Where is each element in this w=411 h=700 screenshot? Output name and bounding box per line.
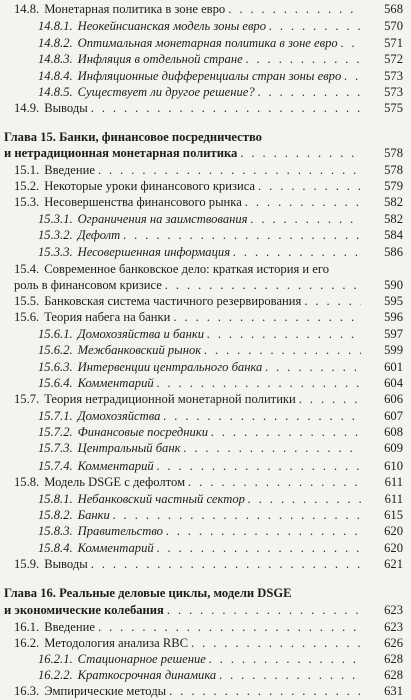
entry-page: 596 xyxy=(384,309,403,324)
entry-number: 15.2. xyxy=(14,179,40,194)
entry-page: 620 xyxy=(384,540,403,555)
leader-dots xyxy=(91,100,361,116)
chapter-heading-line xyxy=(0,602,411,618)
toc-entry-section xyxy=(0,556,411,572)
chapter-heading-line xyxy=(0,585,411,601)
entry-page: 631 xyxy=(384,684,403,698)
entry-title: Теория набега на банки xyxy=(44,309,171,324)
entry-title: Введение xyxy=(44,162,95,177)
leader-dots xyxy=(207,326,361,342)
entry-number: 14.8.5. xyxy=(38,85,73,100)
entry-number: 15.7.4. xyxy=(38,458,73,473)
entry-page: 582 xyxy=(384,212,403,227)
entry-page: 623 xyxy=(384,602,403,617)
entry-page: 621 xyxy=(384,557,403,572)
leader-dots xyxy=(240,145,361,161)
entry-title: Некоторые уроки финансового кризиса xyxy=(44,179,256,194)
leader-dots xyxy=(169,683,361,699)
leader-dots xyxy=(165,277,361,293)
entry-number: 15.8.2. xyxy=(38,507,73,522)
entry-number: 14.8.3. xyxy=(38,52,73,67)
entry-title: Банки xyxy=(77,507,110,522)
toc-entry-subsection xyxy=(0,523,411,539)
entry-number: 16.2.1. xyxy=(38,651,73,666)
leader-dots xyxy=(173,309,361,325)
chapter-title: Глава 16. Реальные деловые циклы, модели DSGE xyxy=(4,586,292,601)
entry-number: 14.8. xyxy=(14,1,40,16)
leader-dots xyxy=(209,651,361,667)
leader-dots xyxy=(191,635,361,651)
entry-page: 584 xyxy=(384,228,403,243)
entry-page: 570 xyxy=(384,18,403,33)
entry-page: 609 xyxy=(384,441,403,456)
entry-title: Эмпирические методы xyxy=(44,684,167,698)
entry-number: 15.8. xyxy=(14,474,40,489)
entry-title: Неокейнсианская модель зоны евро xyxy=(77,18,267,33)
toc-entry-subsection xyxy=(0,440,411,456)
entry-title: Инфляция в отдельной стране xyxy=(77,52,243,67)
entry-page: 572 xyxy=(384,52,403,67)
entry-title: Дефолт xyxy=(77,228,121,243)
toc-entry-subsection xyxy=(0,227,411,243)
leader-dots xyxy=(157,540,361,556)
chapter-title: и экономические колебания xyxy=(4,602,164,617)
chapter-title: и нетрадиционная монетарная политика xyxy=(4,145,238,160)
entry-page: 590 xyxy=(384,277,403,292)
toc-entry-subsection xyxy=(0,84,411,100)
entry-number: 15.3. xyxy=(14,195,40,210)
entry-number: 16.2.2. xyxy=(38,667,73,682)
leader-dots xyxy=(157,375,361,391)
entry-page: 615 xyxy=(384,507,403,522)
entry-number: 16.3. xyxy=(14,684,40,698)
leader-dots xyxy=(251,211,361,227)
leader-dots xyxy=(246,51,361,67)
leader-dots xyxy=(211,424,361,440)
toc-entry-section xyxy=(0,293,411,309)
toc-entry-subsection xyxy=(0,507,411,523)
entry-number: 14.9. xyxy=(14,101,40,116)
leader-dots xyxy=(269,18,361,34)
entry-number: 15.6.3. xyxy=(38,360,73,375)
entry-page: 579 xyxy=(384,179,403,194)
entry-page: 573 xyxy=(384,85,403,100)
entry-number: 15.6.2. xyxy=(38,342,73,357)
toc-entry-section xyxy=(0,162,411,178)
toc-entry-section-line1 xyxy=(0,261,411,277)
toc-entry-subsection xyxy=(0,424,411,440)
leader-dots xyxy=(166,523,361,539)
entry-title: Ограничения на заимствования xyxy=(77,212,248,227)
entry-number: 15.6.4. xyxy=(38,376,73,391)
toc-entry-subsection xyxy=(0,491,411,507)
leader-dots xyxy=(204,342,361,358)
entry-title: Домохозяйства и банки xyxy=(77,326,205,341)
leader-dots xyxy=(163,408,361,424)
entry-title: Небанковский частный сектор xyxy=(77,491,245,506)
entry-title: Комментарий xyxy=(77,458,154,473)
leader-dots xyxy=(228,1,361,17)
toc-entry-section xyxy=(0,474,411,490)
leader-dots xyxy=(258,178,361,194)
toc-entry-section xyxy=(0,309,411,325)
entry-title: Центральный банк xyxy=(77,441,181,456)
entry-page: 599 xyxy=(384,342,403,357)
entry-page: 578 xyxy=(384,145,403,160)
leader-dots xyxy=(265,359,361,375)
leader-dots xyxy=(157,458,361,474)
toc-entry-subsection xyxy=(0,244,411,260)
entry-page: 586 xyxy=(384,245,403,260)
entry-page: 628 xyxy=(384,651,403,666)
entry-number: 15.8.4. xyxy=(38,540,73,555)
entry-title: Существует ли другое решение? xyxy=(77,85,255,100)
entry-page: 611 xyxy=(384,474,403,489)
entry-title: Комментарий xyxy=(77,540,154,555)
leader-dots xyxy=(98,619,361,635)
entry-page: 620 xyxy=(384,523,403,538)
leader-dots xyxy=(304,293,361,309)
entry-number: 15.3.2. xyxy=(38,228,73,243)
leader-dots xyxy=(98,162,361,178)
entry-title: Введение xyxy=(44,619,95,634)
toc-entry-subsection xyxy=(0,35,411,51)
entry-page: 606 xyxy=(384,392,403,407)
toc-entry-section xyxy=(0,683,411,699)
entry-title: Стационарное решение xyxy=(77,651,206,666)
leader-dots xyxy=(233,244,361,260)
entry-number: 15.1. xyxy=(14,162,40,177)
entry-title: Несовершенная информация xyxy=(77,245,231,260)
entry-number: 15.8.1. xyxy=(38,491,73,506)
entry-page: 610 xyxy=(384,458,403,473)
entry-page: 571 xyxy=(384,36,403,51)
entry-title: Оптимальная монетарная политика в зоне евро xyxy=(77,36,338,51)
entry-page: 604 xyxy=(384,376,403,391)
toc-entry-subsection xyxy=(0,18,411,34)
entry-number: 16.1. xyxy=(14,619,40,634)
entry-page: 601 xyxy=(384,360,403,375)
leader-dots xyxy=(341,35,361,51)
entry-number: 15.6.1. xyxy=(38,326,73,341)
entry-page: 611 xyxy=(384,491,403,506)
entry-title: Домохозяйства xyxy=(77,409,161,424)
toc-entry-subsection xyxy=(0,667,411,683)
entry-title: Несовершенства финансового рынка xyxy=(44,195,242,210)
toc-entry-subsection xyxy=(0,51,411,67)
toc-entry-subsection xyxy=(0,359,411,375)
entry-title: Современное банковское дело: краткая история и его xyxy=(44,261,330,276)
leader-dots xyxy=(248,491,361,507)
leader-dots xyxy=(113,507,361,523)
toc-entry-subsection xyxy=(0,375,411,391)
toc-entry-section xyxy=(0,619,411,635)
entry-page: 575 xyxy=(384,101,403,116)
entry-number: 15.5. xyxy=(14,293,40,308)
entry-title: Монетарная политика в зоне евро xyxy=(44,1,226,16)
toc-entry-section xyxy=(0,635,411,651)
entry-number: 15.7.1. xyxy=(38,409,73,424)
entry-title: Комментарий xyxy=(77,376,154,391)
entry-number: 15.3.3. xyxy=(38,245,73,260)
entry-page: 582 xyxy=(384,195,403,210)
entry-number: 15.8.3. xyxy=(38,523,73,538)
entry-title: Правительство xyxy=(77,523,163,538)
entry-title: Методология анализа RBC xyxy=(44,635,189,650)
leader-dots xyxy=(91,556,361,572)
entry-title: Выводы xyxy=(44,101,88,116)
entry-title: Финансовые посредники xyxy=(77,425,209,440)
toc-entry-section xyxy=(0,178,411,194)
toc-entry-subsection xyxy=(0,326,411,342)
entry-number: 14.8.1. xyxy=(38,18,73,33)
entry-title: Интервенции центрального банка xyxy=(77,360,263,375)
entry-number: 15.6. xyxy=(14,309,40,324)
entry-number: 15.7. xyxy=(14,392,40,407)
entry-page: 623 xyxy=(384,619,403,634)
entry-page: 595 xyxy=(384,293,403,308)
entry-title: Модель DSGE с дефолтом xyxy=(44,474,186,489)
toc-entry-section-line2 xyxy=(0,277,411,293)
leader-dots xyxy=(123,227,361,243)
entry-number: 15.4. xyxy=(14,261,40,276)
toc-entry-subsection xyxy=(0,540,411,556)
entry-title-continued: роль в финансовом кризисе xyxy=(14,277,162,292)
entry-number: 15.7.2. xyxy=(38,425,73,440)
leader-dots xyxy=(258,84,361,100)
entry-number: 14.8.2. xyxy=(38,36,73,51)
entry-page: 628 xyxy=(384,667,403,682)
chapter-heading-line xyxy=(0,129,411,145)
entry-number: 15.7.3. xyxy=(38,441,73,456)
toc-entry-subsection xyxy=(0,211,411,227)
toc-entry-section xyxy=(0,194,411,210)
entry-number: 14.8.4. xyxy=(38,69,73,84)
chapter-title: Глава 15. Банки, финансовое посредничество xyxy=(4,129,262,144)
toc-entry-subsection xyxy=(0,408,411,424)
toc-entry-subsection xyxy=(0,651,411,667)
entry-title: Банковская система частичного резервирования xyxy=(44,293,302,308)
leader-dots xyxy=(245,194,361,210)
entry-title: Теория нетрадиционной монетарной политики xyxy=(44,392,296,407)
entry-page: 608 xyxy=(384,425,403,440)
leader-dots xyxy=(219,667,361,683)
toc-entry-section xyxy=(0,391,411,407)
entry-title: Инфляционные дифференциалы стран зоны евро xyxy=(77,69,342,84)
leader-dots xyxy=(167,602,361,618)
toc-entry-subsection xyxy=(0,68,411,84)
entry-title: Краткосрочная динамика xyxy=(77,667,217,682)
leader-dots xyxy=(344,68,361,84)
entry-number: 15.3.1. xyxy=(38,212,73,227)
entry-page: 607 xyxy=(384,409,403,424)
entry-page: 626 xyxy=(384,635,403,650)
entry-page: 568 xyxy=(384,1,403,16)
toc-entry-section xyxy=(0,100,411,116)
chapter-heading-line xyxy=(0,145,411,161)
entry-title: Межбанковский рынок xyxy=(77,342,202,357)
toc-entry-section xyxy=(0,1,411,17)
leader-dots xyxy=(183,440,361,456)
entry-page: 578 xyxy=(384,162,403,177)
leader-dots xyxy=(188,474,361,490)
entry-title: Выводы xyxy=(44,557,88,572)
entry-number: 16.2. xyxy=(14,635,40,650)
entry-number: 15.9. xyxy=(14,557,40,572)
entry-page: 573 xyxy=(384,69,403,84)
entry-page: 597 xyxy=(384,326,403,341)
leader-dots xyxy=(299,391,361,407)
toc-entry-subsection xyxy=(0,458,411,474)
toc-entry-subsection xyxy=(0,342,411,358)
